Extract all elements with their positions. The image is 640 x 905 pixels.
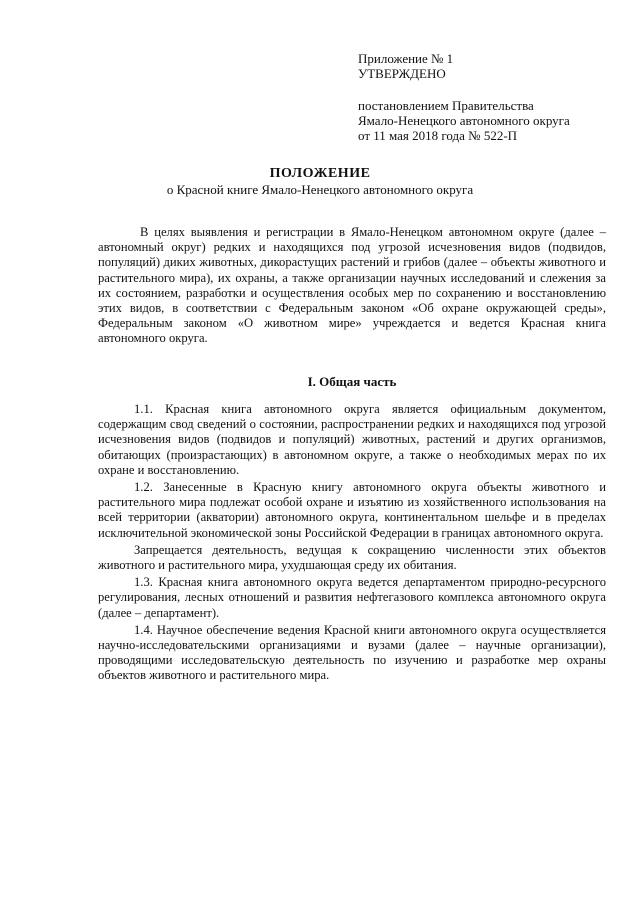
section-body	[98, 402, 606, 686]
approved-stamp: УТВЕРЖДЕНО	[358, 66, 446, 81]
intro-paragraph: В целях выявления и регистрации в Ямало-Ненецком автономном округе (далее – автономный округ) редких и находящихся под угрозой исчезновения видов (подвидов, популяций) диких животных, дикорастущих растений и грибов (далее – объекты животного и растительного мира), их охраны, а также организации научных исследований и слежения за их состоянием, разработки и осуществления особых мер по сохранению и восстановлению этих видов, в соответствии с Федеральным законом «Об охране окружающей среды», Федеральным законом «О животном мире» учреждается и ведется Красная книга автономного округа.	[98, 225, 606, 346]
document-title-block	[100, 165, 540, 198]
paragraph-1-2: 1.2. Занесенные в Красную книгу автономного округа объекты животного и растительного мира подлежат особой охране и изъятию из хозяйственного использования на всей территории (акватории) автономного округа, континентальном шельфе и в пределах исключительной экономической зоны Российской Федерации в границах автономного округа.	[98, 480, 606, 540]
section-heading: I. Общая часть	[307, 374, 397, 389]
paragraph-1-2-continued: Запрещается деятельность, ведущая к сокращению численности этих объектов животного и растительного мира, ухудшающая среду их обитания.	[98, 542, 606, 573]
document-title: ПОЛОЖЕНИЕ	[269, 166, 371, 181]
paragraph-1-1: 1.1. Красная книга автономного округа является официальным документом, содержащим свод сведений о состоянии, распространении редких и находящихся под угрозой исчезновения видов (подвидов и популяций) животных, растений и других организмов, обитающих (произрастающих) в автономном округе, а также о необходимых мерах по их охране и восстановлению.	[98, 402, 606, 477]
approval-date-line: от 11 мая 2018 года № 522-П	[358, 128, 518, 143]
approval-decree-line: постановлением Правительства	[358, 98, 534, 113]
approval-block	[358, 51, 618, 143]
intro-section	[98, 225, 606, 349]
document-subtitle: о Красной книге Ямало-Ненецкого автономного округа	[166, 182, 474, 197]
appendix-number: Приложение № 1	[358, 51, 454, 66]
approval-spacer	[358, 81, 618, 98]
paragraph-1-4: 1.4. Научное обеспечение ведения Красной книги автономного округа осуществляется научно-исследовательскими организациями и вузами (далее – научные организации), проводящими исследовательскую деятельность по изучению и разработке мер охраны объектов животного и растительного мира.	[98, 622, 606, 683]
paragraph-1-3: 1.3. Красная книга автономного округа ведется департаментом природно-ресурсного регулирования, лесных отношений и развития нефтегазового комплекса автономного округа (далее – департамент).	[98, 575, 606, 620]
approval-authority-line: Ямало-Ненецкого автономного округа	[358, 113, 570, 128]
